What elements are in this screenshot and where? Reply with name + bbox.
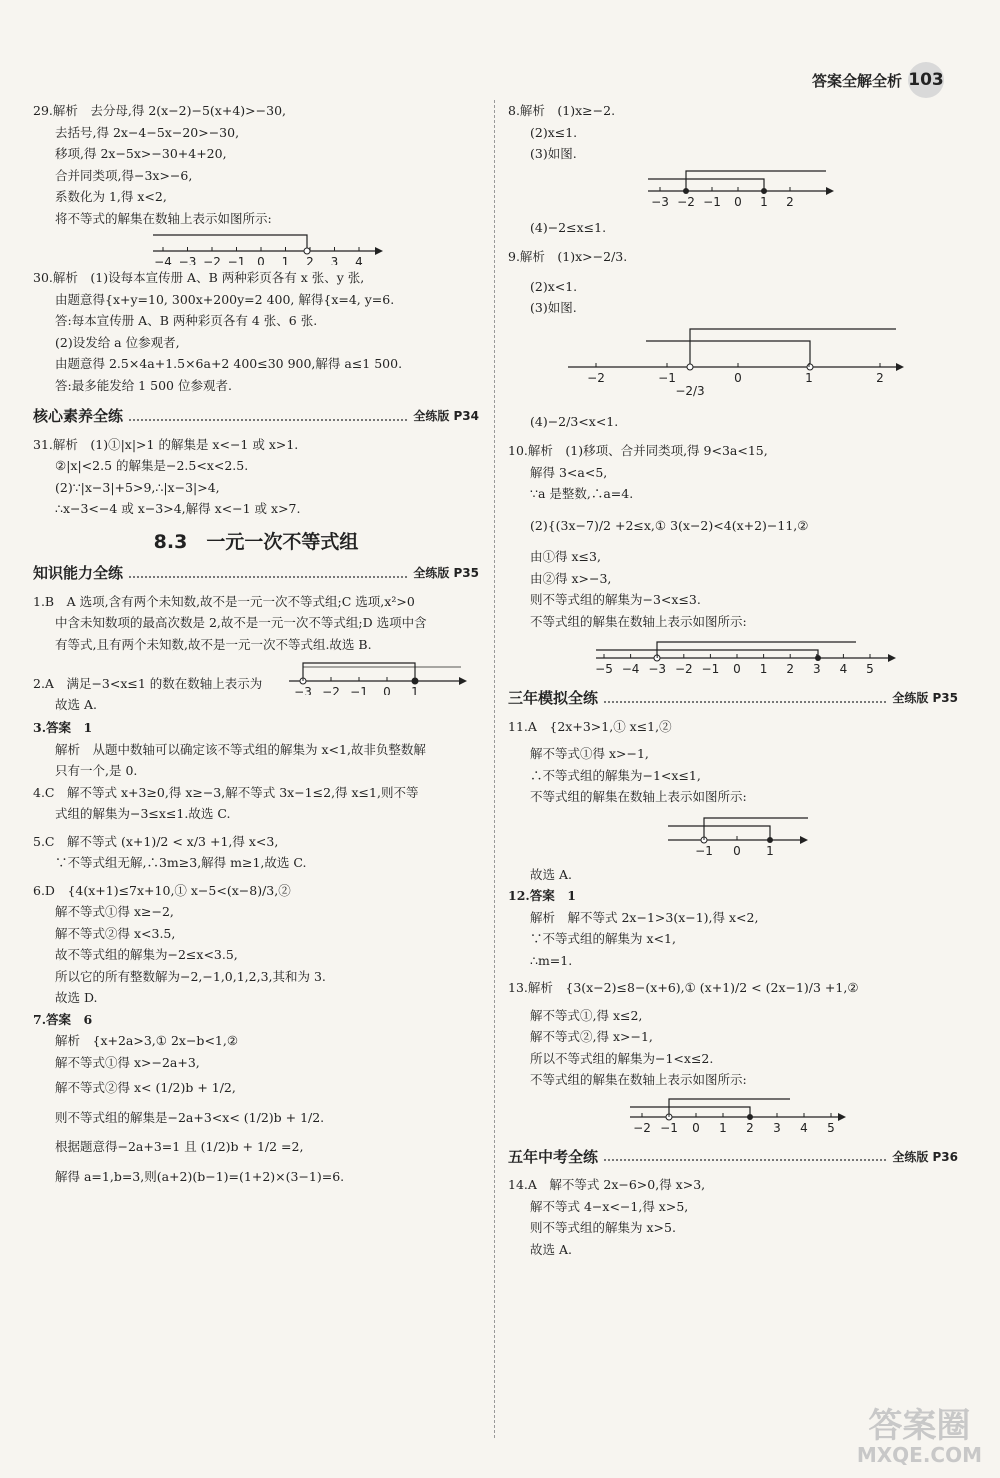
number-line-2 bbox=[283, 655, 479, 695]
axis-tick-label: −5 bbox=[595, 662, 613, 676]
q30: 30.解析 (1)设每本宣传册 A、B 两种彩页各有 x 张、y 张, 由题意得{x+y=10, 300x+200y=2 400, 解得{x=4, y=6. 答:每本宣传册 A、B 两种彩页各有 4 张、6 张. (2)设发给 a 位参观者, 由题意得 2.5×4a+1.5×6a+2 400≤30 900,解得 a≤1 500. 答:最多能发给 1 500 位参观者. bbox=[33, 270, 403, 393]
axis-tick-label: −3 bbox=[294, 685, 312, 695]
axis-tick-label: −2 bbox=[677, 194, 695, 209]
number-line-8 bbox=[508, 165, 958, 209]
axis-tick-label: 3 bbox=[812, 662, 821, 676]
axis-tick-label: −4 bbox=[154, 255, 172, 265]
q9: 9.解析 (1)x>−2/3. (2)x<1. (3)如图. −2/3 −2 −1 0 1 2 (4)−2/3<x<1. bbox=[508, 246, 958, 432]
number-line-13 bbox=[508, 1091, 958, 1137]
section-core: 核心素养全练 全练版 P34 bbox=[33, 407, 479, 425]
section-five-year: 五年中考全练 全练版 P36 bbox=[508, 1147, 958, 1166]
q7: 7.答案 6 解析 {x+2a>3,① 2x−b<1,② 解不等式①得 x>−2a+3, 解不等式②得 x< (1/2)b + 1/2, 则不等式组的解集是−2a+3<x< (1/2)b + 1/2. 根据题意得−2a+3=1 且 (1/2)b + 1/2 =2, 解得 a=1,b=3,则(a+2)(b−1)=(1+2)×(3−1)=6. bbox=[33, 1011, 345, 1184]
axis-tick-label: 0 bbox=[733, 662, 741, 676]
q13: 13.解析 {3(x−2)≤8−(x+6),① (x+1)/2 < (2x−1)/3 +1,② 解不等式①,得 x≤2, 解不等式②,得 x>−1, 所以不等式组的解集为−1<x≤2. 不等式组的解集在数轴上表示如图所示: −2 −1 0 1 2 3 4 5 bbox=[508, 977, 958, 1137]
axis-tick-label: 2 bbox=[876, 370, 884, 385]
axis-tick-label: −1 bbox=[350, 685, 368, 695]
page-header bbox=[812, 62, 944, 98]
axis-tick-label: −2 bbox=[322, 685, 340, 695]
q14: 14.A 解不等式 2x−6>0,得 x>3, 解不等式 4−x<−1,得 x>5, 则不等式组的解集为 x>5. 故选 A. bbox=[508, 1177, 706, 1257]
axis-tick-label: −1 bbox=[695, 843, 713, 858]
q31: 31.解析 (1)①|x|>1 的解集是 x<−1 或 x>1. ②|x|<2.5 的解集是−2.5<x<2.5. (2)∵|x−3|+5>9,∴|x−3|>4, ∴x−3<−4 或 x−3>4,解得 x<−1 或 x>7. bbox=[33, 436, 301, 516]
page-number: 103 bbox=[908, 62, 944, 98]
q4: 4.C 解不等式 x+3≥0,得 x≥−3,解不等式 3x−1≤2,得 x≤1,则不等 式组的解集为−3≤x≤1.故选 C. bbox=[33, 784, 419, 821]
section-three-year: 三年模拟全练 全练版 P35 bbox=[508, 689, 958, 707]
axis-tick-label: 0 bbox=[257, 255, 265, 265]
q10: 10.解析 (1)移项、合并同类项,得 9<3a<15, 解得 3<a<5, ∵a 是整数,∴a=4. (2){(3x−7)/2 +2≤x,① 3(x−2)<4(x+2)−11,② 由①得 x≤3, 由②得 x>−3, 则不等式组的解集为−3<x≤3. 不等式组的解集在数轴上表示如图所示: −5 −4 −3 −2 −1 0 1 2 3 4 5 bbox=[508, 440, 958, 678]
number-line-29 bbox=[33, 229, 479, 265]
column-divider bbox=[494, 100, 495, 1438]
axis-tick-label: 0 bbox=[733, 843, 741, 858]
axis-tick-label: 4 bbox=[355, 255, 363, 265]
axis-tick-label: −1 bbox=[703, 194, 721, 209]
axis-tick-label: −1 bbox=[660, 1120, 678, 1135]
axis-tick-label: 1 bbox=[760, 194, 768, 209]
right-column bbox=[508, 100, 958, 1260]
axis-tick-label: −1 bbox=[658, 370, 676, 385]
watermark-logo: 答案圈 MXQE.COM bbox=[856, 1406, 982, 1467]
axis-tick-label: 5 bbox=[866, 662, 874, 676]
axis-tick-label: 2 bbox=[306, 255, 314, 265]
axis-label-frac: −2/3 bbox=[675, 383, 705, 398]
axis-tick-label: 0 bbox=[734, 194, 742, 209]
q11: 11.A {2x+3>1,① x≤1,② 解不等式①得 x>−1, ∴不等式组的解集为−1<x≤1, 不等式组的解集在数轴上表示如图所示: −1 0 1 故选 A. bbox=[508, 716, 958, 886]
q12: 12.答案 1 解析 解不等式 2x−1>3(x−1),得 x<2, ∵不等式组的解集为 x<1, ∴m=1. bbox=[508, 888, 759, 968]
left-column bbox=[33, 100, 479, 1187]
axis-tick-label: 2 bbox=[786, 662, 795, 676]
axis-tick-label: −2 bbox=[674, 662, 693, 676]
axis-tick-label: 2 bbox=[746, 1120, 754, 1135]
axis-tick-label: 0 bbox=[692, 1120, 700, 1135]
q5: 5.C 解不等式 (x+1)/2 < x/3 +1,得 x<3, ∵不等式组无解,∴3m≥3,解得 m≥1,故选 C. bbox=[33, 833, 307, 870]
q6: 6.D {4(x+1)≤7x+10,① x−5<(x−8)/3,② 解不等式①得 x≥−2, 解不等式②得 x<3.5, 故不等式组的解集为−2≤x<3.5, 所以它的所有整数解为−2,−1,0,1,2,3,其和为 3. 故选 D. bbox=[33, 882, 326, 1005]
number-line-9 bbox=[508, 319, 958, 411]
axis-tick-label: 1 bbox=[759, 662, 768, 676]
chapter-title: 8.3 一元一次不等式组 bbox=[153, 530, 359, 553]
axis-tick-label: 2 bbox=[786, 194, 794, 209]
axis-tick-label: 4 bbox=[800, 1120, 808, 1135]
q29: 29.解析 去分母,得 2(x−2)−5(x+4)>−30, 去括号,得 2x−4−5x−20>−30, 移项,得 2x−5x>−30+4+20, 合并同类项,得−3x>−6, 系数化为 1,得 x<2, 将不等式的解集在数轴上表示如图所示: −4 −3 −2 −1 0 1 2 3 4 bbox=[33, 100, 479, 265]
header-title: 答案全解全析 bbox=[811, 71, 902, 90]
axis-tick-label: 1 bbox=[766, 843, 774, 858]
number-line-11 bbox=[508, 808, 958, 858]
axis-tick-label: −2 bbox=[633, 1120, 651, 1135]
axis-tick-label: 3 bbox=[773, 1120, 781, 1135]
axis-tick-label: −3 bbox=[648, 662, 667, 676]
axis-tick-label: −2 bbox=[203, 255, 221, 265]
axis-tick-label: −2 bbox=[587, 370, 605, 385]
axis-tick-label: 0 bbox=[383, 685, 391, 695]
q2: 2.A 满足−3<x≤1 的数在数轴上表示为 −3 −2 −1 0 1 故选 A. bbox=[33, 655, 479, 707]
q1: 1.B A 选项,含有两个未知数,故不是一元一次不等式组;C 选项,x²>0 中含未知数项的最高次数是 2,故不是一元一次不等式组;D 选项中含 有等式,且有两个未知数,故不是一元一次不等式组.故选 B. bbox=[33, 593, 427, 652]
q3: 3.答案 1 解析 从题中数轴可以确定该不等式组的解集为 x<1,故非负整数解 只有一个,是 0. bbox=[33, 720, 426, 778]
axis-tick-label: 1 bbox=[281, 255, 290, 265]
axis-tick-label: −1 bbox=[701, 662, 720, 676]
axis-tick-label: −4 bbox=[621, 662, 640, 676]
axis-tick-label: −3 bbox=[651, 194, 669, 209]
axis-tick-label: −3 bbox=[178, 255, 197, 265]
axis-tick-label: 3 bbox=[330, 255, 339, 265]
axis-tick-label: 5 bbox=[827, 1120, 835, 1135]
axis-tick-label: 4 bbox=[839, 662, 848, 676]
section-knowledge: 知识能力全练 全练版 P35 bbox=[33, 564, 479, 582]
axis-tick-label: 1 bbox=[411, 685, 419, 695]
axis-tick-label: −1 bbox=[227, 255, 246, 265]
axis-tick-label: 1 bbox=[805, 370, 813, 385]
axis-tick-label: 0 bbox=[734, 370, 742, 385]
number-line-10 bbox=[508, 632, 958, 678]
axis-tick-label: 1 bbox=[719, 1120, 727, 1135]
q8: 8.解析 (1)x≥−2. (2)x≤1. (3)如图. −3 −2 −1 0 1 2 (4)−2≤x≤1. bbox=[508, 100, 958, 238]
